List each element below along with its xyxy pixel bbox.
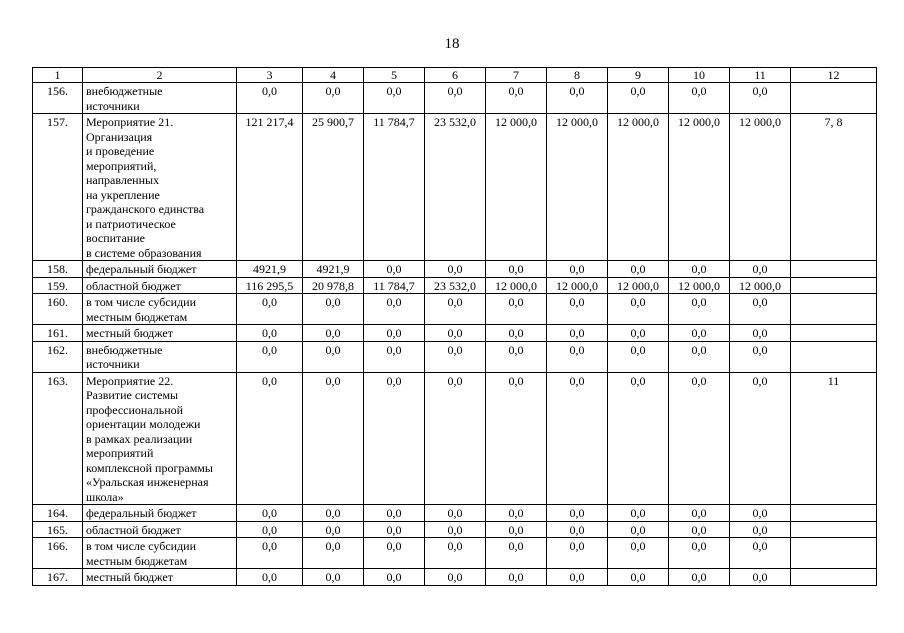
value-cell: 0,0 [425, 505, 486, 522]
table-row [33, 341, 877, 372]
row-name [83, 505, 237, 522]
value-cell: 0,0 [303, 341, 364, 372]
column-header: 12 [791, 68, 877, 83]
value-cell: 0,0 [486, 521, 547, 538]
row-name-line: федеральный бюджет [86, 262, 197, 276]
target-ref-cell [791, 277, 877, 294]
column-header: 9 [608, 68, 669, 83]
value-cell: 12 000,0 [730, 114, 791, 261]
value-cell: 0,0 [669, 505, 730, 522]
table-row [33, 569, 877, 586]
target-ref-cell [791, 325, 877, 342]
value-cell: 12 000,0 [547, 114, 608, 261]
value-cell: 0,0 [608, 261, 669, 278]
value-cell: 0,0 [237, 569, 303, 586]
row-name [83, 538, 237, 569]
value-cell: 0,0 [364, 521, 425, 538]
value-cell: 0,0 [303, 521, 364, 538]
value-cell: 11 784,7 [364, 114, 425, 261]
value-cell: 0,0 [730, 569, 791, 586]
value-cell: 0,0 [303, 538, 364, 569]
value-cell: 0,0 [669, 372, 730, 505]
value-cell: 0,0 [730, 261, 791, 278]
value-cell: 0,0 [547, 521, 608, 538]
value-cell: 0,0 [730, 372, 791, 505]
value-cell: 0,0 [364, 538, 425, 569]
value-cell: 23 532,0 [425, 114, 486, 261]
page-number: 18 [444, 36, 460, 52]
value-cell: 0,0 [237, 294, 303, 325]
row-name-line: местный бюджет [86, 326, 173, 340]
value-cell: 0,0 [730, 521, 791, 538]
value-cell: 0,0 [669, 341, 730, 372]
table-row [33, 505, 877, 522]
row-name-line: внебюджетные [86, 84, 163, 98]
table-row [33, 538, 877, 569]
value-cell: 0,0 [364, 505, 425, 522]
value-cell: 0,0 [608, 341, 669, 372]
value-cell: 0,0 [669, 294, 730, 325]
row-name [83, 325, 237, 342]
row-name-line: Организация [86, 129, 153, 144]
value-cell: 0,0 [608, 372, 669, 505]
value-cell: 0,0 [364, 372, 425, 505]
value-cell: 0,0 [486, 261, 547, 278]
target-ref-cell [791, 569, 877, 586]
table-row [33, 114, 877, 261]
value-cell: 0,0 [364, 83, 425, 114]
row-name-line: областной бюджет [86, 522, 181, 537]
value-cell: 0,0 [486, 325, 547, 342]
row-number: 156. [33, 83, 83, 114]
row-name-line: и проведение [86, 144, 155, 158]
row-name-line: направленных [86, 173, 160, 187]
value-cell: 0,0 [608, 521, 669, 538]
value-cell: 0,0 [237, 372, 303, 505]
value-cell: 0,0 [303, 294, 364, 325]
value-cell: 0,0 [669, 569, 730, 586]
value-cell: 0,0 [730, 83, 791, 114]
value-cell: 0,0 [547, 538, 608, 569]
table-row [33, 294, 877, 325]
value-cell: 0,0 [730, 325, 791, 342]
target-ref-cell [791, 261, 877, 278]
value-cell: 0,0 [608, 505, 669, 522]
value-cell: 0,0 [486, 372, 547, 505]
value-cell: 4921,9 [303, 261, 364, 278]
target-ref-cell [791, 341, 877, 372]
value-cell: 0,0 [364, 294, 425, 325]
row-name-line: школа» [86, 489, 124, 504]
row-name-line: источники [86, 98, 140, 113]
table-row [33, 521, 877, 538]
target-ref-cell: 7, 8 [791, 114, 877, 261]
value-cell: 0,0 [486, 569, 547, 586]
target-ref-cell [791, 538, 877, 569]
value-cell: 11 784,7 [364, 277, 425, 294]
row-name-line: в системе образования [86, 245, 202, 260]
table-row [33, 277, 877, 294]
value-cell: 12 000,0 [547, 277, 608, 294]
row-name-line: мероприятий [86, 446, 154, 460]
column-header: 7 [486, 68, 547, 83]
row-name-line: ориентации молодежи [86, 417, 201, 431]
row-number: 159. [33, 277, 83, 294]
row-name [83, 83, 237, 114]
value-cell: 0,0 [303, 569, 364, 586]
value-cell: 0,0 [547, 294, 608, 325]
target-ref-cell [791, 83, 877, 114]
row-number: 166. [33, 538, 83, 569]
column-header: 8 [547, 68, 608, 83]
row-name-line: Мероприятие 21. [86, 115, 174, 129]
table-header-row [33, 68, 877, 83]
row-number: 158. [33, 261, 83, 278]
value-cell: 0,0 [425, 521, 486, 538]
value-cell: 0,0 [547, 83, 608, 114]
value-cell: 0,0 [303, 325, 364, 342]
row-name [83, 372, 237, 505]
value-cell: 12 000,0 [669, 277, 730, 294]
target-ref-cell [791, 505, 877, 522]
row-name-line: и патриотическое [86, 216, 176, 231]
value-cell: 0,0 [669, 538, 730, 569]
value-cell: 0,0 [237, 83, 303, 114]
value-cell: 0,0 [547, 372, 608, 505]
table-row [33, 325, 877, 342]
row-number: 163. [33, 372, 83, 505]
value-cell: 0,0 [547, 341, 608, 372]
value-cell: 0,0 [425, 341, 486, 372]
value-cell: 0,0 [425, 83, 486, 114]
value-cell: 121 217,4 [237, 114, 303, 261]
value-cell: 0,0 [364, 261, 425, 278]
row-name-line: мероприятий, [86, 158, 157, 173]
row-number: 164. [33, 505, 83, 522]
row-name-line: внебюджетные [86, 342, 163, 357]
value-cell: 0,0 [364, 341, 425, 372]
table-body [33, 68, 877, 586]
value-cell: 12 000,0 [608, 114, 669, 261]
value-cell: 4921,9 [237, 261, 303, 278]
row-number: 162. [33, 341, 83, 372]
row-name-line: профессиональной [86, 402, 184, 417]
value-cell: 0,0 [547, 569, 608, 586]
column-header: 6 [425, 68, 486, 83]
row-name [83, 341, 237, 372]
value-cell: 0,0 [730, 294, 791, 325]
value-cell: 0,0 [547, 261, 608, 278]
row-number: 157. [33, 114, 83, 261]
row-number: 160. [33, 294, 83, 325]
target-ref-cell: 11 [791, 372, 877, 505]
value-cell: 0,0 [425, 372, 486, 505]
row-name-line: комплексной программы [86, 460, 213, 475]
row-name [83, 521, 237, 538]
budget-table [32, 67, 877, 586]
value-cell: 12 000,0 [669, 114, 730, 261]
value-cell: 116 295,5 [237, 277, 303, 294]
value-cell: 20 978,8 [303, 277, 364, 294]
row-name-line: воспитание [86, 231, 145, 245]
row-name-line: Мероприятие 22. [86, 373, 174, 388]
row-name-line: в том числе субсидии [86, 295, 197, 309]
value-cell: 0,0 [237, 538, 303, 569]
column-header: 3 [237, 68, 303, 83]
value-cell: 0,0 [608, 294, 669, 325]
value-cell: 0,0 [425, 261, 486, 278]
value-cell: 0,0 [730, 341, 791, 372]
column-header: 2 [83, 68, 237, 83]
row-name-line: источники [86, 357, 140, 371]
row-name [83, 294, 237, 325]
column-header: 1 [33, 68, 83, 83]
row-name-line: в рамках реализации [86, 431, 193, 446]
value-cell: 12 000,0 [608, 277, 669, 294]
row-name-line: местный бюджет [86, 570, 173, 584]
row-name-line: на укрепление [86, 187, 160, 202]
row-name-line: «Уральская инженерная [86, 475, 209, 489]
value-cell: 0,0 [303, 83, 364, 114]
row-number: 167. [33, 569, 83, 586]
value-cell: 0,0 [730, 505, 791, 522]
value-cell: 0,0 [669, 521, 730, 538]
value-cell: 0,0 [364, 325, 425, 342]
value-cell: 23 532,0 [425, 277, 486, 294]
row-name-line: гражданского единства [86, 202, 205, 216]
value-cell: 0,0 [486, 505, 547, 522]
column-header: 5 [364, 68, 425, 83]
value-cell: 12 000,0 [486, 114, 547, 261]
row-number: 165. [33, 521, 83, 538]
value-cell: 0,0 [547, 325, 608, 342]
value-cell: 0,0 [425, 294, 486, 325]
value-cell: 0,0 [669, 325, 730, 342]
value-cell: 0,0 [486, 341, 547, 372]
target-ref-cell [791, 294, 877, 325]
value-cell: 0,0 [669, 83, 730, 114]
value-cell: 0,0 [425, 325, 486, 342]
table-row [33, 261, 877, 278]
value-cell: 0,0 [669, 261, 730, 278]
row-name-line: местным бюджетам [86, 309, 188, 324]
row-name-line: в том числе субсидии [86, 539, 197, 553]
value-cell: 12 000,0 [486, 277, 547, 294]
value-cell: 25 900,7 [303, 114, 364, 261]
table-row [33, 83, 877, 114]
value-cell: 0,0 [486, 294, 547, 325]
column-header: 4 [303, 68, 364, 83]
value-cell: 0,0 [608, 569, 669, 586]
table-row [33, 372, 877, 505]
row-name-line: Развитие системы [86, 388, 179, 402]
value-cell: 0,0 [486, 83, 547, 114]
value-cell: 0,0 [237, 341, 303, 372]
value-cell: 0,0 [237, 521, 303, 538]
value-cell: 0,0 [364, 569, 425, 586]
value-cell: 0,0 [547, 505, 608, 522]
value-cell: 0,0 [303, 505, 364, 522]
row-name [83, 261, 237, 278]
row-name-line: местным бюджетам [86, 553, 188, 568]
column-header: 11 [730, 68, 791, 83]
value-cell: 0,0 [486, 538, 547, 569]
row-name-line: областной бюджет [86, 278, 181, 293]
value-cell: 12 000,0 [730, 277, 791, 294]
row-name [83, 114, 237, 261]
value-cell: 0,0 [608, 325, 669, 342]
row-name [83, 569, 237, 586]
value-cell: 0,0 [608, 538, 669, 569]
target-ref-cell [791, 521, 877, 538]
value-cell: 0,0 [730, 538, 791, 569]
value-cell: 0,0 [237, 325, 303, 342]
value-cell: 0,0 [237, 505, 303, 522]
value-cell: 0,0 [425, 538, 486, 569]
row-number: 161. [33, 325, 83, 342]
value-cell: 0,0 [425, 569, 486, 586]
column-header: 10 [669, 68, 730, 83]
row-name-line: федеральный бюджет [86, 506, 197, 520]
row-name [83, 277, 237, 294]
value-cell: 0,0 [303, 372, 364, 505]
value-cell: 0,0 [608, 83, 669, 114]
